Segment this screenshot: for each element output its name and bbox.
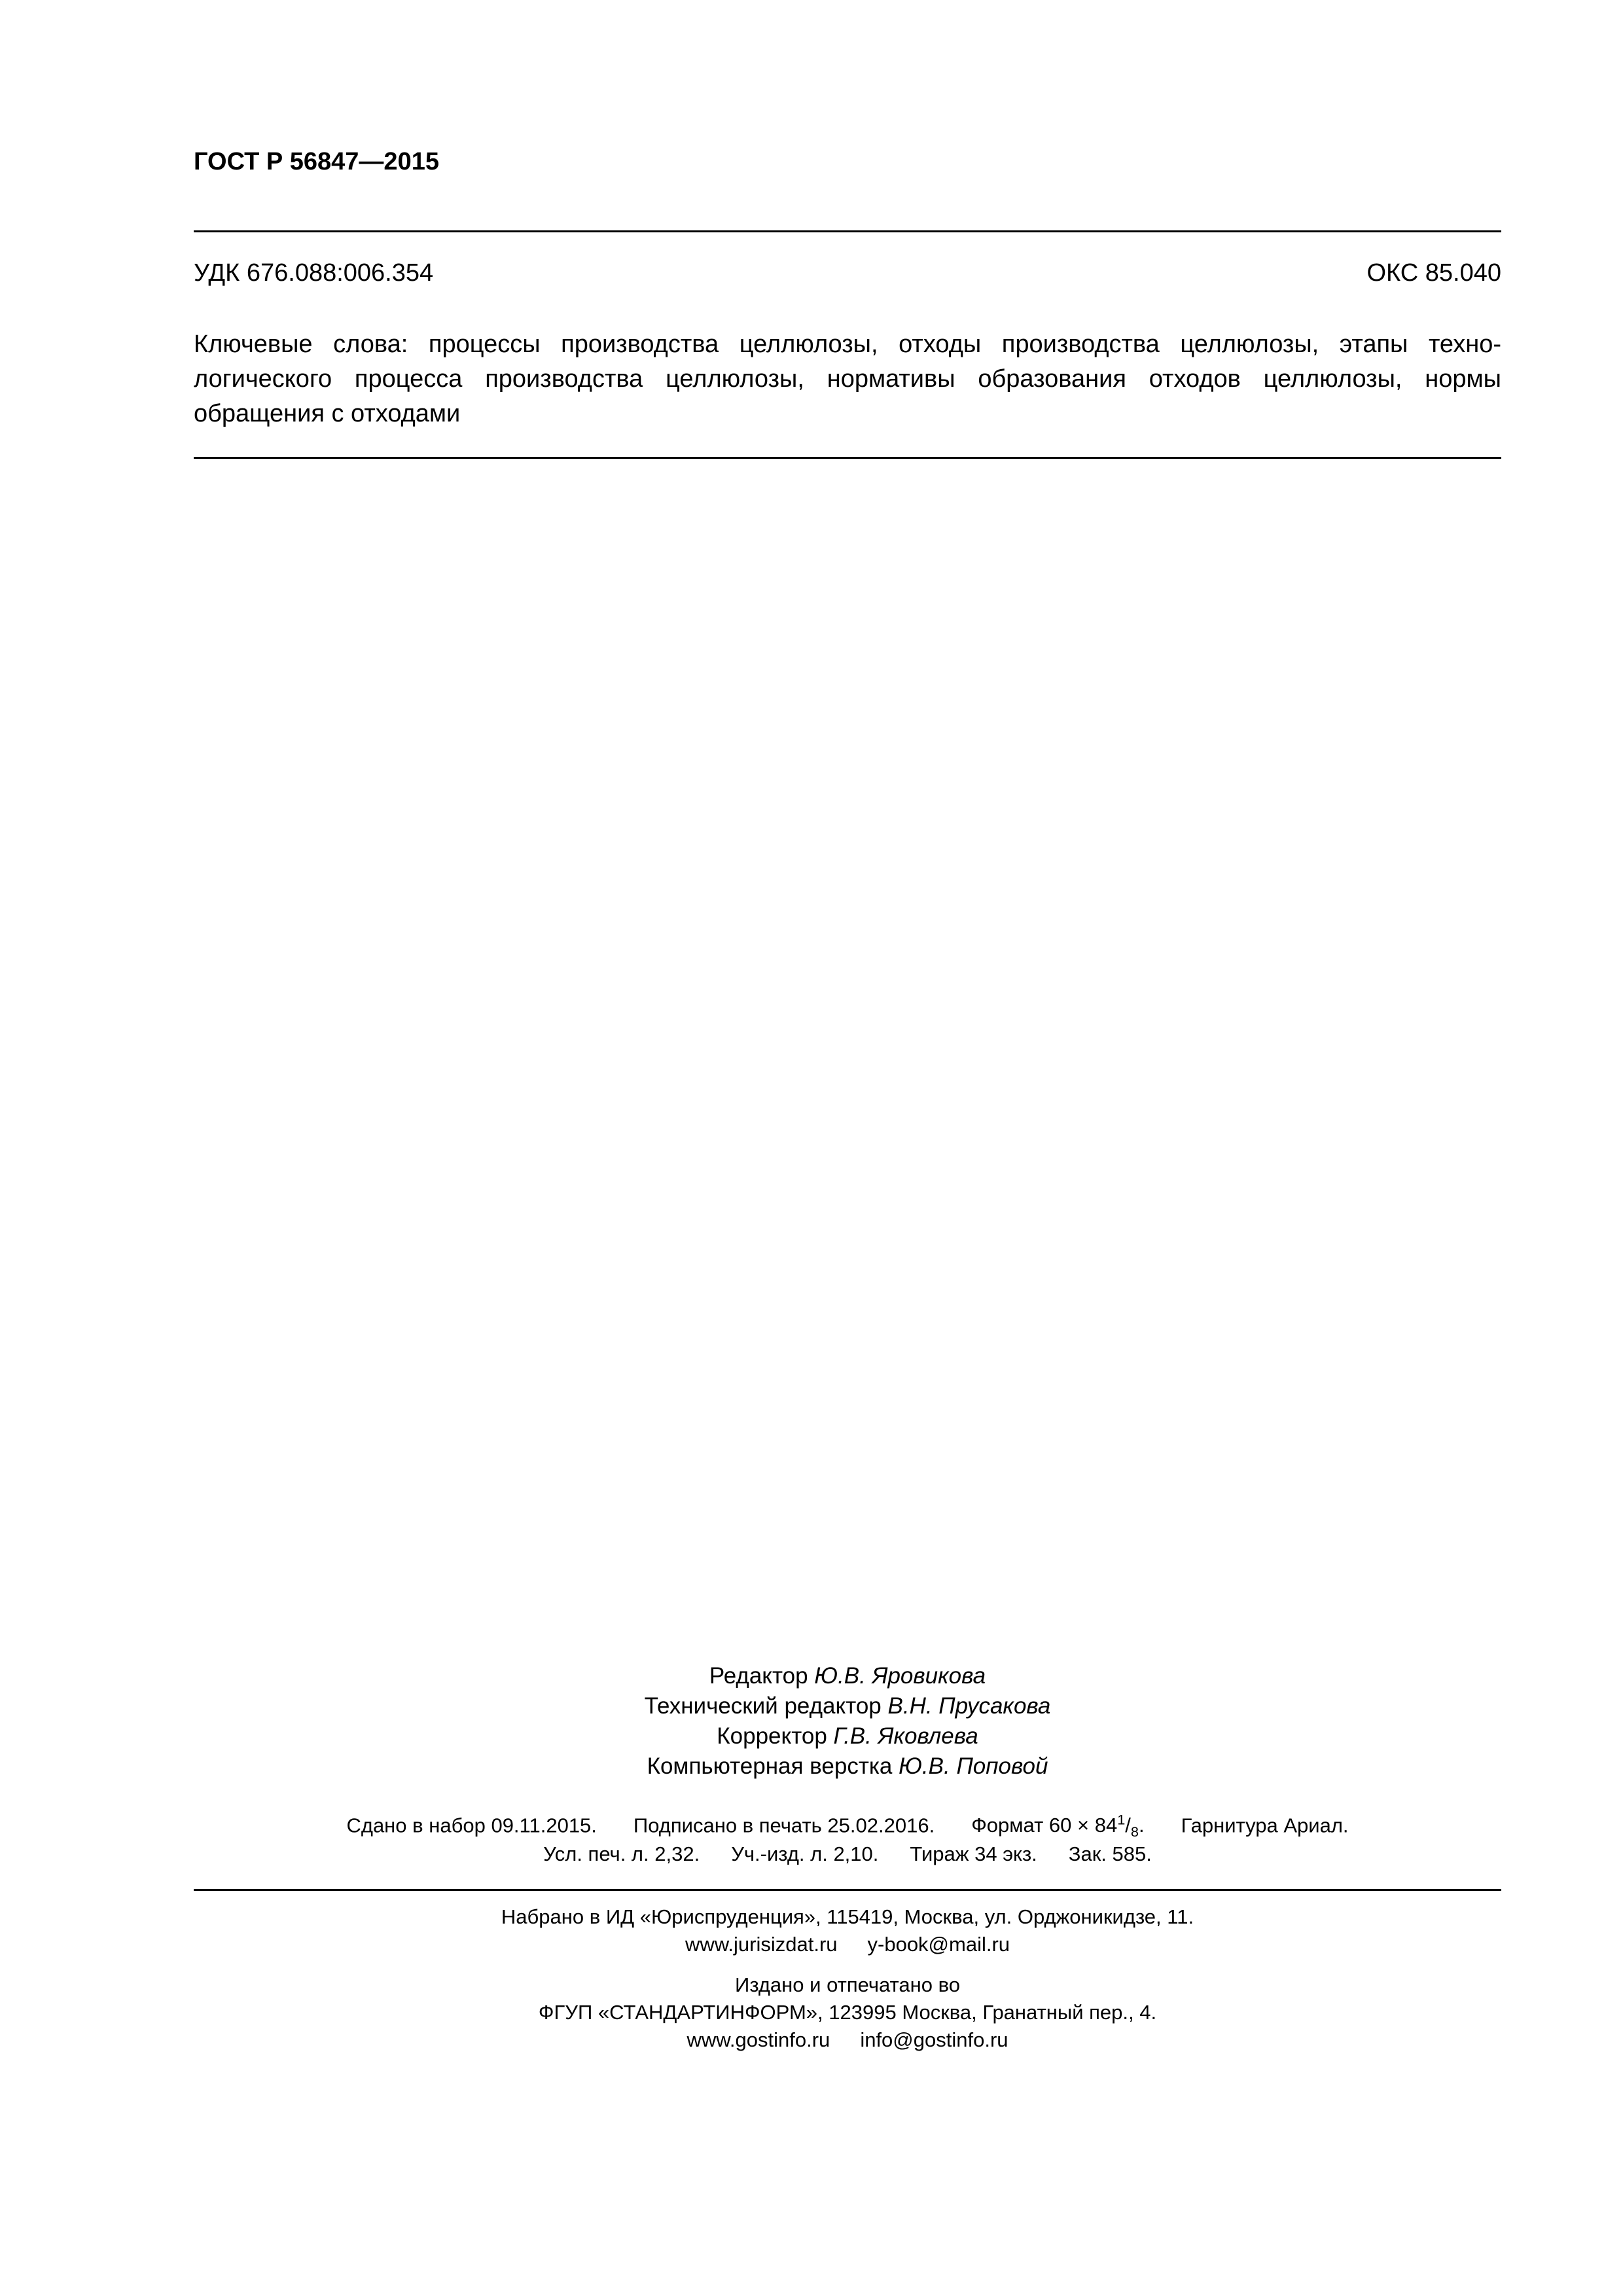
typeset-web: www.jurisizdat.ru: [685, 1933, 838, 1956]
top-divider: [194, 230, 1501, 232]
typeface: Гарнитура Ариал.: [1181, 1814, 1349, 1837]
staff-proofreader: [194, 1721, 1501, 1751]
staff-editor: [194, 1661, 1501, 1691]
publisher-web: www.gostinfo.ru: [687, 2028, 830, 2051]
typeset-contacts: [194, 1931, 1501, 1958]
staff-name: Г.В. Яковлева: [833, 1723, 978, 1749]
keywords-paragraph: Ключевые слова: процессы производства целлюлозы, отходы производства целлюлозы, этапы техно-логического процесса производства целлюлозы, нормативы образования отходов целлюлозы, нормы обращения с отходами: [194, 331, 1501, 427]
circulation: Тираж 34 экз.: [910, 1842, 1037, 1865]
staff-role: Компьютерная верстка: [647, 1753, 893, 1779]
paper-format: Формат $60 \times 84^1/_8$.: [971, 1812, 1145, 1840]
print-sheets: Усл. печ. л. 2,32.: [543, 1842, 700, 1865]
staff-tech-editor: [194, 1691, 1501, 1721]
publisher-email: info@gostinfo.ru: [860, 2028, 1008, 2051]
publisher-line-2: ФГУП «СТАНДАРТИНФОРМ», 123995 Москва, Гранатный пер., 4.: [538, 2001, 1157, 2024]
keywords-divider: [194, 457, 1501, 459]
staff-role: Технический редактор: [644, 1693, 882, 1719]
staff-role: Корректор: [717, 1723, 827, 1749]
staff-name: В.Н. Прусакова: [887, 1693, 1051, 1719]
oks-code: ОКС 85.040: [1366, 259, 1501, 287]
staff-credits: [194, 1661, 1501, 1782]
staff-name: Ю.В. Поповой: [899, 1753, 1048, 1779]
publisher-info: [194, 1971, 1501, 2054]
typeset-email: y-book@mail.ru: [867, 1933, 1010, 1956]
signed-date: Подписано в печать 25.02.2016.: [633, 1814, 935, 1837]
order-number: Зак. 585.: [1068, 1842, 1152, 1865]
typeset-info: [194, 1903, 1501, 1958]
udk-code: УДК 676.088:006.354: [194, 259, 434, 287]
publisher-line-1: Издано и отпечатано во: [735, 1973, 960, 1996]
document-designation: ГОСТ Р 56847—2015: [194, 148, 439, 175]
publisher-contacts: [194, 2026, 1501, 2054]
staff-name: Ю.В. Яровикова: [814, 1663, 986, 1689]
print-info-line-2: [194, 1840, 1501, 1868]
typeset-line: Набрано в ИД «Юриспруденция», 115419, Москва, ул. Орджоникидзе, 11.: [501, 1905, 1194, 1928]
imprint-divider: [194, 1889, 1501, 1891]
staff-layout: [194, 1751, 1501, 1782]
edition-sheets: Уч.-изд. л. 2,10.: [731, 1842, 879, 1865]
staff-role: Редактор: [709, 1663, 808, 1689]
submitted-date: Сдано в набор 09.11.2015.: [346, 1814, 597, 1837]
